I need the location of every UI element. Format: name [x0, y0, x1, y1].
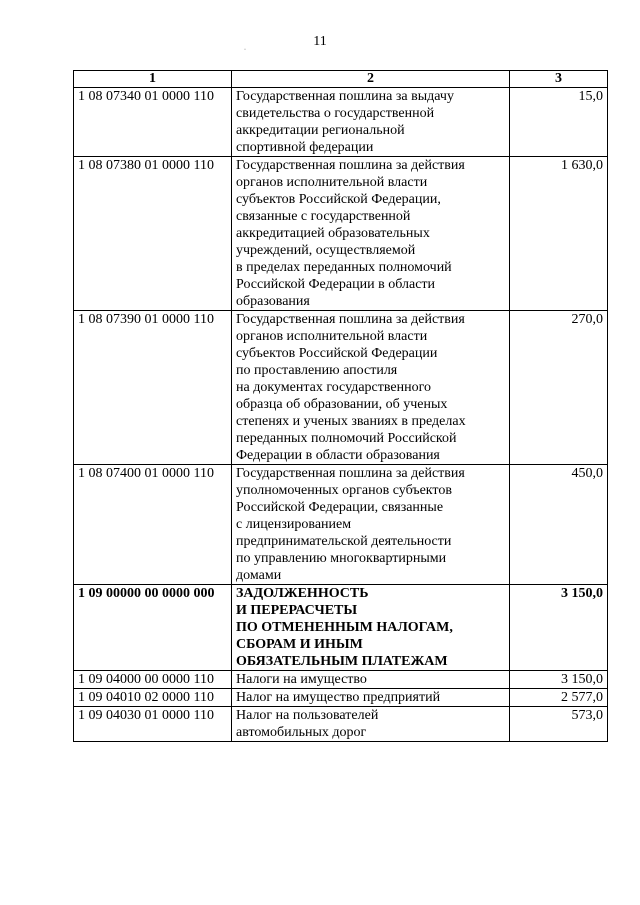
row-description — [232, 157, 510, 311]
stray-mark: · — [244, 47, 246, 53]
row-amount: 450,0 — [510, 465, 608, 585]
table-row — [74, 311, 608, 465]
description-line: И ПЕРЕРАСЧЕТЫ — [236, 603, 358, 618]
description-line: уполномоченных органов субъектов — [236, 483, 452, 498]
row-description — [232, 671, 510, 689]
description-line: по управлению многоквартирными — [236, 551, 447, 566]
table-row — [74, 689, 608, 707]
table-row — [74, 465, 608, 585]
description-line: с лицензированием — [236, 517, 352, 532]
row-code: 1 09 04000 00 0000 110 — [74, 671, 232, 689]
column-header-amount: 3 — [510, 71, 608, 88]
description-line: связанные с государственной — [236, 209, 411, 224]
row-amount: 1 630,0 — [510, 157, 608, 311]
description-line: Государственная пошлина за выдачу — [236, 89, 454, 104]
description-line: Государственная пошлина за действия — [236, 466, 465, 481]
row-code: 1 08 07340 01 0000 110 — [74, 88, 232, 157]
description-line: свидетельства о государственной — [236, 106, 435, 121]
row-amount: 573,0 — [510, 707, 608, 742]
budget-table — [73, 70, 608, 742]
description-line: Налог на пользователей — [236, 708, 379, 723]
row-amount: 3 150,0 — [510, 671, 608, 689]
description-line: Государственная пошлина за действия — [236, 158, 465, 173]
row-description — [232, 707, 510, 742]
row-code: 1 08 07380 01 0000 110 — [74, 157, 232, 311]
description-line: переданных полномочий Российской — [236, 431, 457, 446]
description-line: Налог на имущество предприятий — [236, 690, 441, 705]
row-description — [232, 88, 510, 157]
description-line: Российской Федерации, связанные — [236, 500, 444, 515]
row-amount: 2 577,0 — [510, 689, 608, 707]
table-row — [74, 707, 608, 742]
description-line: ОБЯЗАТЕЛЬНЫМ ПЛАТЕЖАМ — [236, 654, 448, 669]
row-code: 1 09 00000 00 0000 000 — [74, 585, 232, 671]
description-line: спортивной федерации — [236, 140, 374, 155]
row-code: 1 08 07390 01 0000 110 — [74, 311, 232, 465]
table-row — [74, 585, 608, 671]
description-line: предпринимательской деятельности — [236, 534, 452, 549]
description-line: Российской Федерации в области — [236, 277, 436, 292]
description-line: органов исполнительной власти — [236, 175, 428, 190]
table-body — [74, 88, 608, 742]
row-description — [232, 465, 510, 585]
table-row — [74, 88, 608, 157]
column-header-description: 2 — [232, 71, 510, 88]
description-line: аккредитацией образовательных — [236, 226, 430, 241]
description-line: в пределах переданных полномочий — [236, 260, 452, 275]
row-code: 1 09 04030 01 0000 110 — [74, 707, 232, 742]
column-header-code: 1 — [74, 71, 232, 88]
description-line: СБОРАМ И ИНЫМ — [236, 637, 363, 652]
description-line: степенях и ученых званиях в пределах — [236, 414, 466, 429]
description-line: аккредитации региональной — [236, 123, 405, 138]
row-description — [232, 311, 510, 465]
row-amount: 270,0 — [510, 311, 608, 465]
description-line: органов исполнительной власти — [236, 329, 428, 344]
row-code: 1 09 04010 02 0000 110 — [74, 689, 232, 707]
description-line: образца об образовании, об ученых — [236, 397, 448, 412]
description-line: по проставлению апостиля — [236, 363, 398, 378]
description-line: Государственная пошлина за действия — [236, 312, 465, 327]
description-line: субъектов Российской Федерации — [236, 346, 438, 361]
header-row — [74, 71, 608, 88]
row-amount: 3 150,0 — [510, 585, 608, 671]
description-line: субъектов Российской Федерации, — [236, 192, 441, 207]
description-line: ЗАДОЛЖЕННОСТЬ — [236, 586, 369, 601]
table-row — [74, 157, 608, 311]
row-description — [232, 585, 510, 671]
row-code: 1 08 07400 01 0000 110 — [74, 465, 232, 585]
description-line: ПО ОТМЕНЕННЫМ НАЛОГАМ, — [236, 620, 453, 635]
description-line: Налоги на имущество — [236, 672, 367, 687]
row-amount: 15,0 — [510, 88, 608, 157]
description-line: автомобильных дорог — [236, 725, 367, 740]
page-number: 11 — [313, 34, 327, 49]
table-row — [74, 671, 608, 689]
description-line: образования — [236, 294, 310, 309]
description-line: домами — [236, 568, 282, 583]
description-line: Федерации в области образования — [236, 448, 440, 463]
row-description — [232, 689, 510, 707]
description-line: на документах государственного — [236, 380, 431, 395]
description-line: учреждений, осуществляемой — [236, 243, 416, 258]
